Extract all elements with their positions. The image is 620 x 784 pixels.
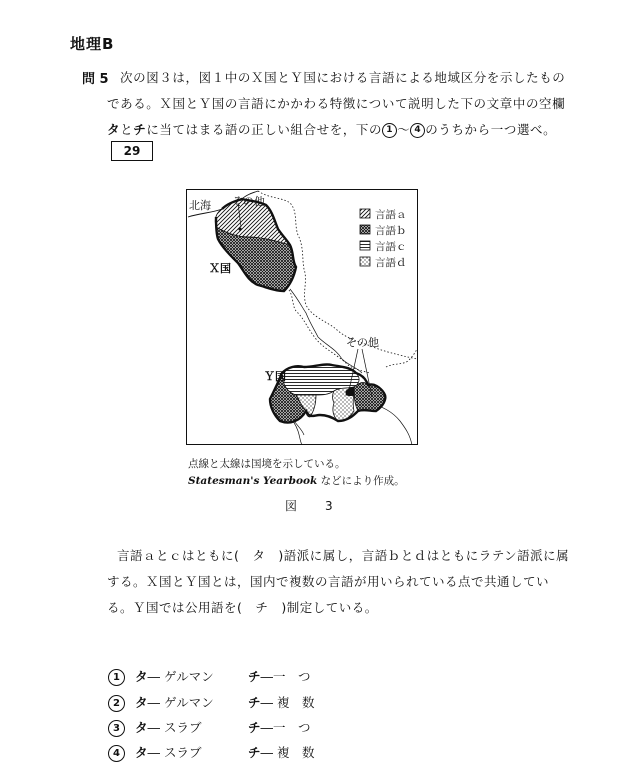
caption-line-1: 点線と太線は国境を示している。 (188, 458, 346, 470)
label-country-y: Ｙ国 (264, 370, 286, 383)
subject-title: 地理B (70, 35, 115, 53)
choice-3[interactable] (108, 718, 311, 737)
label-north-sea: 北海 (189, 199, 211, 212)
choice-2[interactable] (108, 693, 315, 712)
passage-line-1: 言語ａとｃはともに( タ )語派に属し，言語ｂとｄはともにラテン語派に属 (117, 548, 570, 563)
choice-1[interactable] (108, 667, 311, 686)
choice-ta-label: タ (135, 720, 148, 735)
legend-swatch-d (360, 257, 370, 266)
choice-chi-label: チ (248, 745, 261, 760)
choice-chi-value: ― 複 数 (260, 745, 315, 760)
question-text-line-2: である。Ｘ国とＹ国の言語にかかわる特徴について説明した下の文章中の空欄 (107, 96, 566, 111)
choice-number: 2 (108, 695, 125, 712)
choice-ta-label: タ (135, 695, 148, 710)
choice-ta-value: ― スラブ (147, 720, 202, 735)
choice-chi-label: チ (248, 695, 261, 710)
choice-ta-value: ― スラブ (147, 745, 202, 760)
text-fragment-end: のうちから一つ選べ。 (425, 122, 557, 137)
choice-ta-label: タ (135, 669, 148, 684)
choice-number: 4 (108, 745, 125, 762)
legend-label-a: 言語ａ (375, 209, 407, 221)
choice-chi-label: チ (248, 669, 261, 684)
choice-chi-label: チ (248, 720, 261, 735)
circle-number-1: 1 (382, 123, 397, 138)
circle-number-4: 4 (410, 123, 425, 138)
choice-chi-value: ―一 つ (260, 669, 311, 684)
source-rest: などにより作成。 (317, 475, 405, 487)
capital-dot (238, 227, 241, 230)
question-text-line-3 (107, 120, 556, 138)
source-title: Statesman's Yearbook (188, 475, 318, 487)
choice-ta-value: ― ゲルマン (147, 669, 214, 684)
text-fragment: に当てはまる語の正しい組合せを，下の (146, 122, 383, 137)
blank-chi: チ (133, 122, 147, 137)
choice-ta-value: ― ゲルマン (147, 695, 214, 710)
choice-4[interactable] (108, 743, 315, 762)
choice-chi-value: ―一 つ (260, 720, 311, 735)
choice-ta-label: タ (135, 745, 148, 760)
label-country-x: Ｘ国 (209, 262, 231, 275)
legend-label-c: 言語ｃ (375, 241, 407, 253)
choice-number: 1 (108, 669, 125, 686)
text-to: と (120, 122, 134, 137)
question-text-line-1: 次の図３は，図１中のＸ国とＹ国における言語による地域区分を示したもの (120, 70, 566, 85)
caption-line-2 (188, 473, 405, 488)
legend-swatch-b (360, 225, 370, 234)
choice-chi-value: ― 複 数 (260, 695, 315, 710)
figure-label: 図 3 (285, 499, 341, 513)
passage-line-3: る。Ｙ国では公用語を( チ )制定している。 (107, 600, 378, 615)
choice-number: 3 (108, 720, 125, 737)
label-other-top: その他 (232, 195, 265, 208)
legend-swatch-c (360, 241, 370, 250)
answer-number-box: 29 (111, 141, 153, 161)
question-number: 問 5 (82, 72, 109, 87)
legend-label-b: 言語ｂ (375, 225, 407, 237)
legend-swatch-a (360, 209, 370, 218)
blank-ta: タ (107, 122, 121, 137)
legend (375, 207, 407, 271)
label-other-bottom: その他 (346, 336, 379, 349)
legend-label-d: 言語ｄ (375, 257, 407, 269)
passage-line-2: する。Ｘ国とＹ国とは，国内で複数の言語が用いられている点で共通してい (107, 574, 550, 589)
tilde: 〜 (397, 122, 411, 137)
